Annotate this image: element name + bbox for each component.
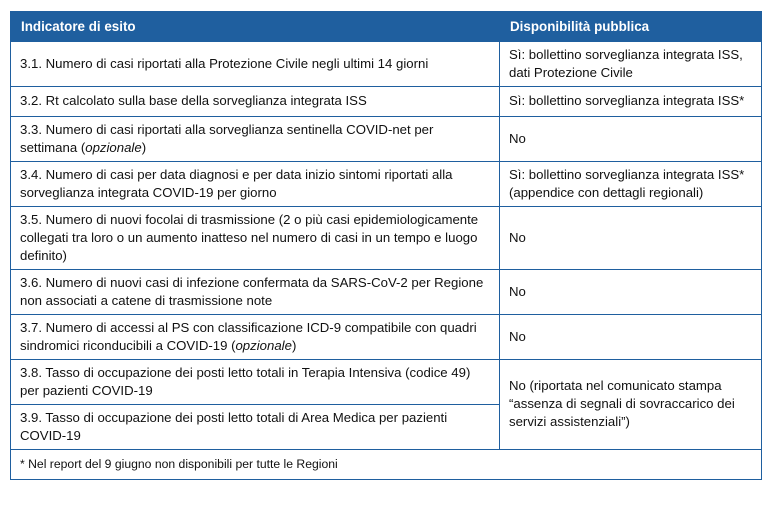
table-row <box>11 315 762 360</box>
table-row <box>11 270 762 315</box>
indicator-cell: 3.2. Rt calcolato sulla base della sorveglianza integrata ISS <box>11 87 500 117</box>
indicator-cell: 3.8. Tasso di occupazione dei posti letto totali in Terapia Intensiva (codice 49) per pazienti COVID-19 <box>11 360 500 405</box>
indicator-cell: 3.1. Numero di casi riportati alla Protezione Civile negli ultimi 14 giorni <box>11 42 500 87</box>
availability-cell: Sì: bollettino sorveglianza integrata ISS* (appendice con dettagli regionali) <box>500 162 762 207</box>
optional-note: opzionale <box>85 139 142 155</box>
indicator-cell: 3.4. Numero di casi per data diagnosi e per data inizio sintomi riportati alla sorveglianza integrata COVID-19 per giorno <box>11 162 500 207</box>
column-header-indicator: Indicatore di esito <box>11 12 500 42</box>
availability-cell: No <box>500 207 762 270</box>
indicator-cell <box>11 315 500 360</box>
table-row <box>11 117 762 162</box>
footnote: * Nel report del 9 giugno non disponibili per tutte le Regioni <box>11 450 762 480</box>
indicator-text: 3.3. Numero di casi riportati alla sorveglianza sentinella COVID-net per settimana ( <box>20 121 434 155</box>
indicator-cell <box>11 117 500 162</box>
table-row <box>11 87 762 117</box>
table-row <box>11 360 762 405</box>
table-row <box>11 207 762 270</box>
indicator-text-end: ) <box>141 139 147 155</box>
indicator-cell: 3.5. Numero di nuovi focolai di trasmissione (2 o più casi epidemiologicamente collegati tra loro o un aumento inatteso nel numero di casi in un tempo e luogo definito) <box>11 207 500 270</box>
availability-cell: Sì: bollettino sorveglianza integrata ISS, dati Protezione Civile <box>500 42 762 87</box>
table-row <box>11 42 762 87</box>
footnote-row <box>11 450 762 480</box>
table-row <box>11 162 762 207</box>
table-header-row <box>11 12 762 42</box>
indicator-text-end: ) <box>291 337 297 353</box>
indicator-cell: 3.9. Tasso di occupazione dei posti letto totali di Area Medica per pazienti COVID-19 <box>11 405 500 450</box>
indicator-table <box>10 11 762 480</box>
availability-cell: Sì: bollettino sorveglianza integrata ISS* <box>500 87 762 117</box>
availability-cell: No <box>500 117 762 162</box>
indicator-text: 3.7. Numero di accessi al PS con classificazione ICD-9 compatibile con quadri sindromici riconducibili a COVID-19 ( <box>20 319 477 353</box>
availability-cell: No <box>500 270 762 315</box>
availability-cell: No (riportata nel comunicato stampa “assenza di segnali di sovraccarico dei servizi assistenziali”) <box>500 360 762 450</box>
column-header-availability: Disponibilità pubblica <box>500 12 762 42</box>
optional-note: opzionale <box>235 337 292 353</box>
availability-cell: No <box>500 315 762 360</box>
indicator-cell: 3.6. Numero di nuovi casi di infezione confermata da SARS-CoV-2 per Regione non associati a catene di trasmissione note <box>11 270 500 315</box>
